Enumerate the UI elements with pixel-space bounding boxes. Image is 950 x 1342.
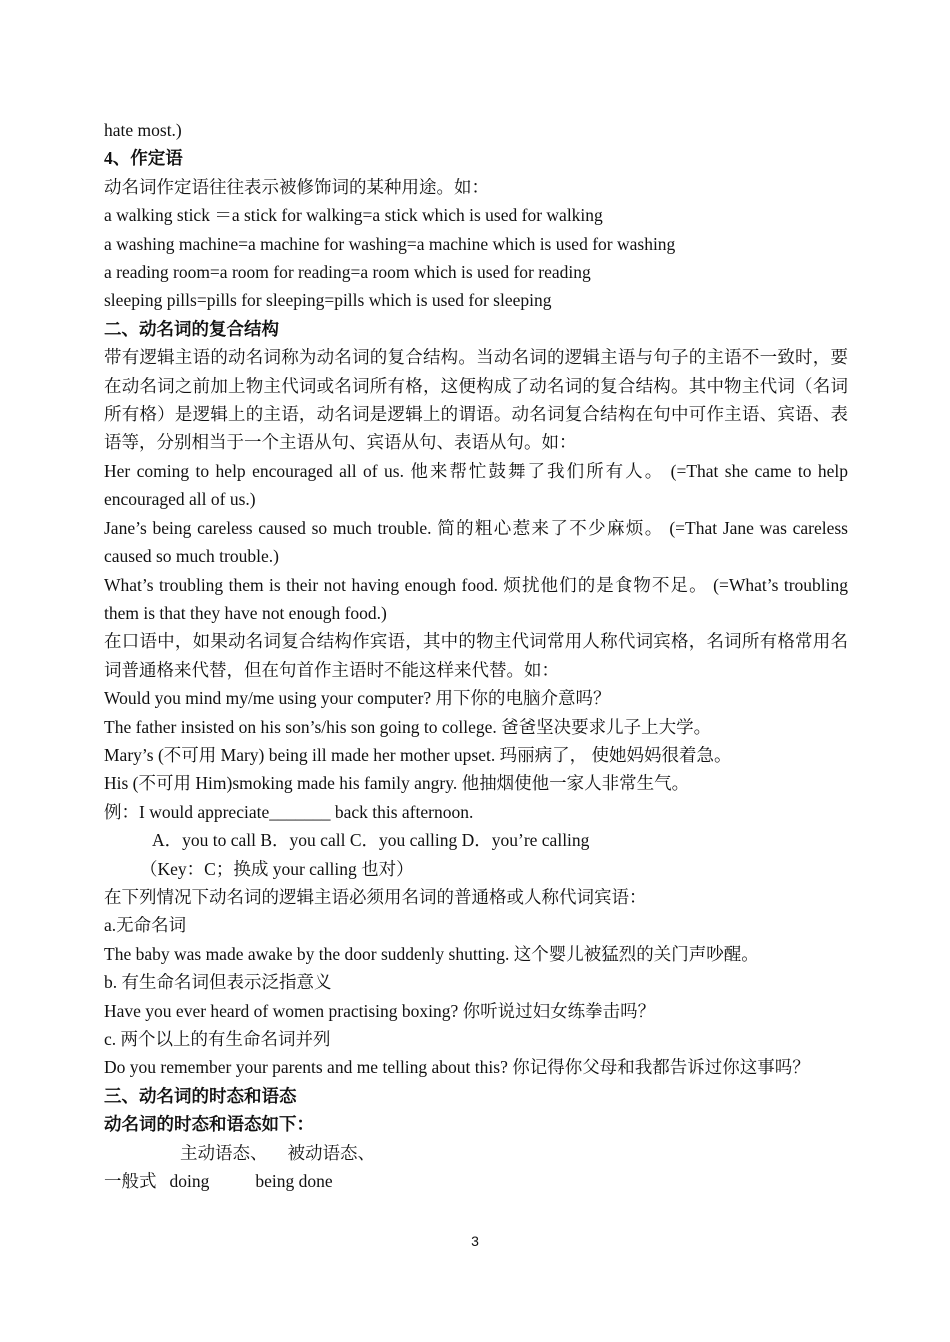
example-paragraph: Do you remember your parents and me telling about this? 你记得你父母和我都告诉过你这事吗？ (104, 1057, 810, 1078)
text-line: 在下列情况下动名词的逻辑主语必须用名词的普通格或人称代词宾语： (104, 886, 647, 907)
table-header-row (104, 1139, 848, 1167)
example-line: Mary’s (不可用 Mary) being ill made her mother upset. 玛丽病了， 使她妈妈很着急。 (104, 744, 732, 765)
exercise-key: （Key：C；换成 your calling 也对） (140, 858, 414, 879)
example-line: a walking stick ＝a stick for walking=a stick which is used for walking (104, 205, 603, 226)
list-item-label: b. 有生命名词但表示泛指意义 (104, 972, 332, 993)
table-row (104, 1167, 848, 1195)
subheading: 动名词的时态和语态如下： (104, 1114, 314, 1135)
text-line: hate most.) (104, 120, 182, 140)
example-line: a washing machine=a machine for washing=a machine which is used for washing (104, 233, 676, 254)
paragraph: 在口语中，如果动名词复合结构作宾语，其中的物主代词常用人称代词宾格，名词所有格常用名词普通格来代替，但在句首作主语时不能这样来代替。如： (104, 631, 848, 680)
table-cell-passive: being done (255, 1171, 333, 1192)
example-line: The father insisted on his son’s/his son going to college. 爸爸坚决要求儿子上大学。 (104, 716, 712, 737)
section-heading: 二、动名词的复合结构 (104, 318, 279, 339)
example-line: Have you ever heard of women practising boxing? 你听说过妇女练拳击吗？ (104, 1000, 656, 1021)
example-paragraph: What’s troubling them is their not having enough food. 烦扰他们的是食物不足。 (=What’s troubling them is that they have not enough food.) (104, 574, 848, 623)
example-line: His (不可用 Him)smoking made his family angry. 他抽烟使他一家人非常生气。 (104, 773, 690, 794)
example-line: Would you mind my/me using your computer? 用下你的电脑介意吗？ (104, 688, 611, 709)
text-line: 动名词作定语往往表示被修饰词的某种用途。如： (104, 176, 489, 197)
table-header-active: 主动语态、 (180, 1142, 268, 1163)
table-row-label: 一般式 (104, 1171, 157, 1192)
example-line: a reading room=a room for reading=a room which is used for reading (104, 262, 591, 283)
example-line: The baby was made awake by the door suddenly shutting. 这个婴儿被猛烈的关门声吵醒。 (104, 943, 759, 964)
table-header-passive: 被动语态、 (287, 1142, 375, 1163)
exercise-options: A．you to call B．you call C．you calling D．you’re calling (152, 830, 590, 851)
example-paragraph: Jane’s being careless caused so much trouble. 简的粗心惹来了不少麻烦。 (=That Jane was careless caused so much trouble.) (104, 517, 848, 567)
exercise-question: 例：I would appreciate_______ back this afternoon. (104, 801, 474, 822)
document-body (104, 116, 848, 1195)
paragraph: 带有逻辑主语的动名词称为动名词的复合结构。当动名词的逻辑主语与句子的主语不一致时，要在动名词之前加上物主代词或名词所有格，这便构成了动名词的复合结构。其中物主代词（名词所有格）是逻辑上的主语，动名词是逻辑上的谓语。动名词复合结构在句中可作主语、宾语、表语等，分别相当于一个主语从句、宾语从句、表语从句。如： (104, 347, 848, 453)
example-paragraph: Her coming to help encouraged all of us. 他来帮忙鼓舞了我们所有人。 (=That she came to help encouraged all of us.) (104, 460, 848, 510)
page-number: 3 (471, 1233, 479, 1249)
section-heading: 三、动名词的时态和语态 (104, 1085, 297, 1106)
section-heading: 4、作定语 (104, 148, 183, 169)
example-line: sleeping pills=pills for sleeping=pills which is used for sleeping (104, 290, 552, 311)
list-item-label: c. 两个以上的有生命名词并列 (104, 1029, 331, 1049)
table-cell-active: doing (169, 1171, 210, 1192)
list-item-label: a.无命名词 (104, 915, 187, 936)
